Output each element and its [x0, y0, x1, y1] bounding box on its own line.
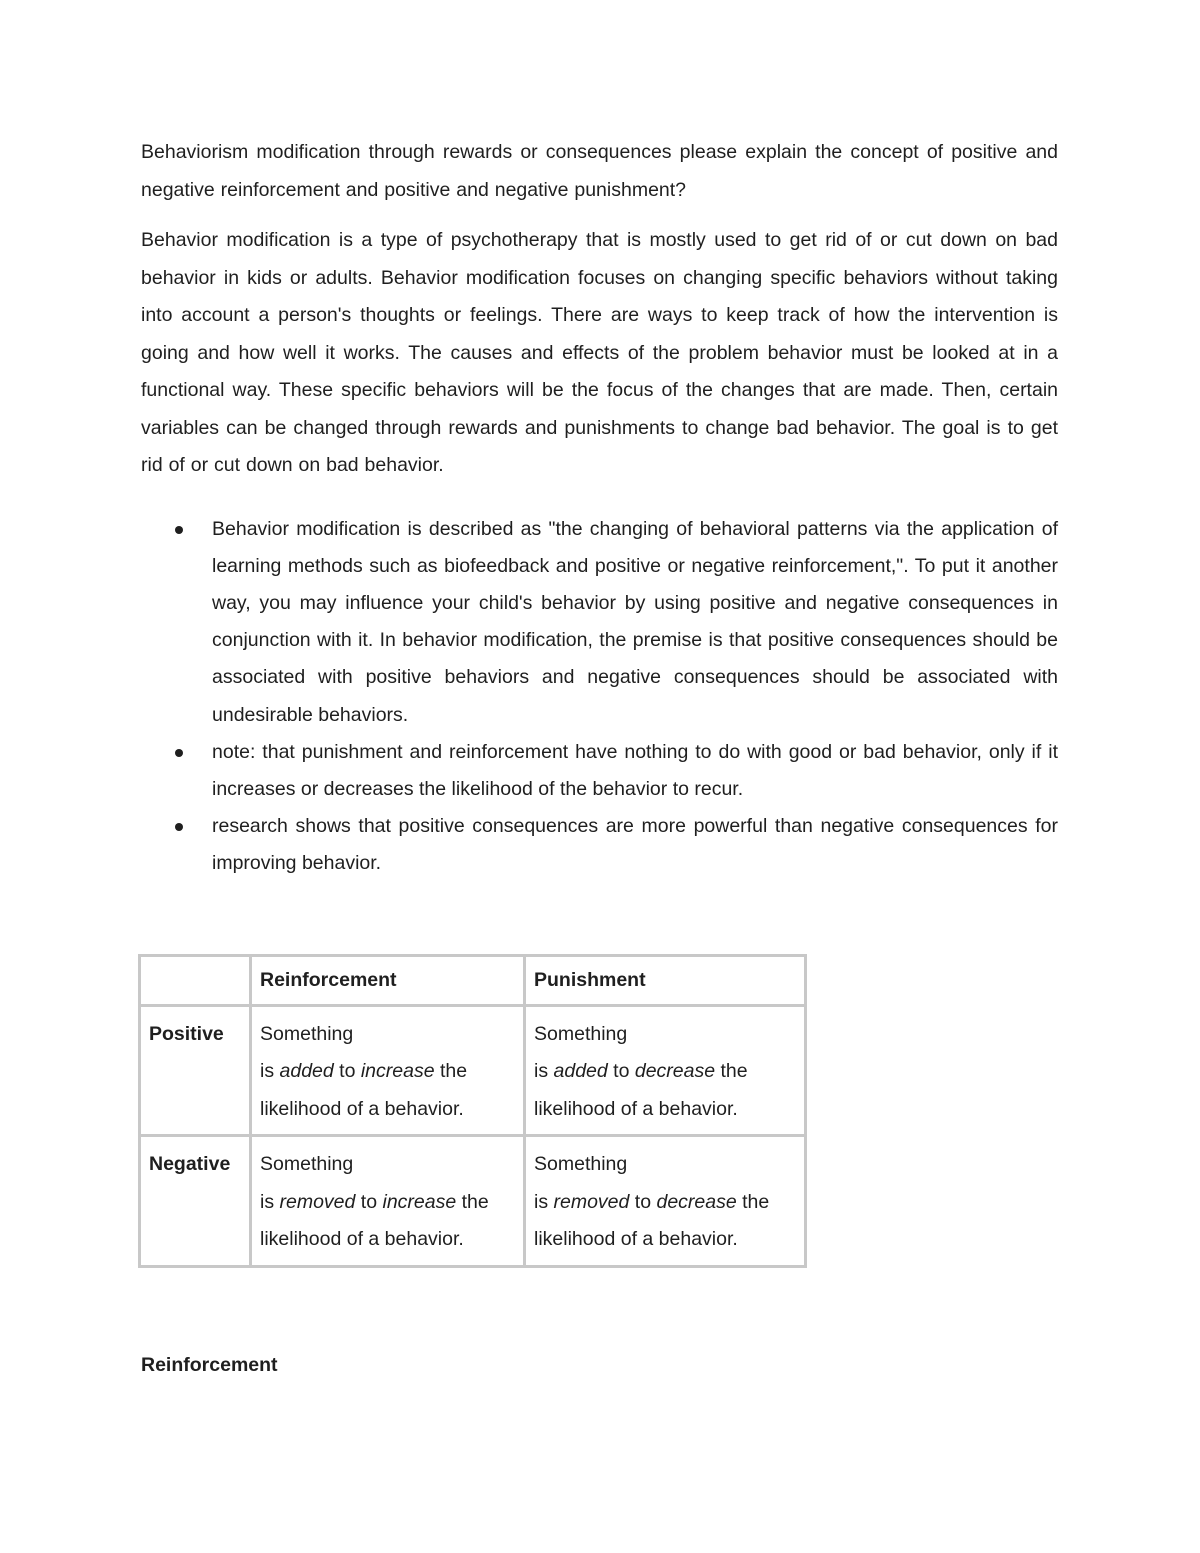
cell-negative-reinforcement: Something is removed to increase the likelihood of a behavior.: [251, 1136, 525, 1267]
bullet-icon: [175, 526, 183, 534]
intro-paragraph: Behavior modification is a type of psychotherapy that is mostly used to get rid of or cut down on bad behavior in kids or adults. Behavior modification focuses on changing specific behaviors without taking into account a person's thoughts or feelings. There are ways to keep track of how the intervention is going and how well it works. The causes and effects of the problem behavior must be looked at in a functional way. These specific behaviors will be the focus of the changes that are made. Then, certain variables can be changed through rewards and punishments to change bad behavior. The goal is to get rid of or cut down on bad behavior.: [141, 229, 1058, 476]
table-header-row: [140, 956, 806, 1006]
table-row: [140, 1005, 806, 1136]
bullet-text: research shows that positive consequences are more powerful than negative consequences for improving behavior.: [212, 815, 1058, 875]
bullet-icon: [175, 823, 183, 831]
cell-positive-punishment: Something is added to decrease the likelihood of a behavior.: [525, 1005, 806, 1136]
list-item: [141, 734, 1058, 808]
table-row: [140, 1136, 806, 1267]
bullet-text: Behavior modification is described as "the changing of behavioral patterns via the application of learning methods such as biofeedback and positive or negative reinforcement,". To put it another way, you may influence your child's behavior by using positive and negative consequences in conjunction with it. In behavior modification, the premise is that positive consequences should be associated with positive behaviors and negative consequences should be associated with undesirable behaviors.: [212, 517, 1058, 726]
row-label-negative: Negative: [140, 1136, 251, 1267]
column-header-punishment: Punishment: [525, 956, 806, 1006]
column-header-reinforcement: Reinforcement: [251, 956, 525, 1006]
cell-negative-punishment: Something is removed to decrease the likelihood of a behavior.: [525, 1136, 806, 1267]
question-paragraph: Behaviorism modification through rewards or consequences please explain the concept of positive and negative reinforcement and positive and negative punishment?: [141, 141, 1058, 201]
list-item: [141, 511, 1058, 734]
cell-positive-reinforcement: Something is added to increase the likelihood of a behavior.: [251, 1005, 525, 1136]
bullet-list: [141, 511, 1058, 883]
section-heading-reinforcement: Reinforcement: [141, 1354, 278, 1376]
table-corner-cell: [140, 956, 251, 1006]
document-body: [141, 134, 1058, 883]
reinforcement-punishment-table: [138, 954, 807, 1268]
bullet-icon: [175, 749, 183, 757]
row-label-positive: Positive: [140, 1005, 251, 1136]
bullet-text: note: that punishment and reinforcement have nothing to do with good or bad behavior, only if it increases or decreases the likelihood of the behavior to recur.: [212, 740, 1058, 800]
list-item: [141, 808, 1058, 882]
